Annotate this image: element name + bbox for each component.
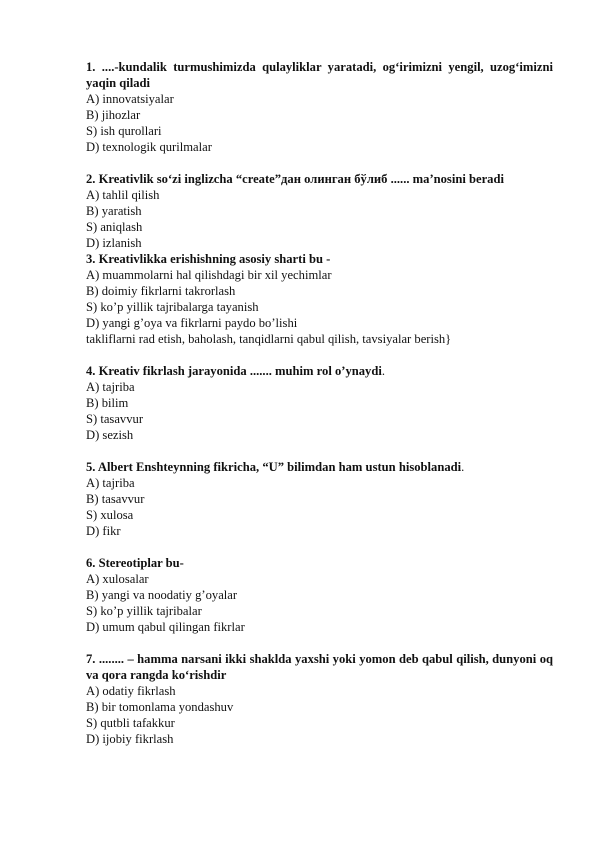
answer-option-a: A) odatiy fikrlash: [86, 684, 176, 698]
answer-option-a: A) tajriba: [86, 476, 135, 490]
answer-option-d: D) yangi g’oya va fikrlarni paydo bo’lishi: [86, 316, 298, 330]
question-4: [86, 363, 553, 443]
question-1: [86, 59, 553, 155]
question-stem: [86, 363, 553, 379]
answer-option-s: S) qutbli tafakkur: [86, 716, 175, 730]
question-stem: 3. Kreativlikka erishishning asosiy sharti bu -: [86, 252, 331, 266]
question-stem: 7. ........ – hamma narsani ikki shaklda yaxshi yoki yomon deb qabul qilish, dunyoni oq va qora rangda ko‘rishdir: [86, 652, 553, 682]
question-6: [86, 555, 553, 635]
answer-option-b: B) yangi va noodatiy g’oyalar: [86, 588, 238, 602]
question-3: [86, 251, 553, 347]
question-stem-tail: .: [461, 460, 465, 474]
answer-option-a: A) innovatsiyalar: [86, 92, 174, 106]
question-5: [86, 459, 553, 539]
answer-option-d: D) fikr: [86, 524, 121, 538]
answer-option-s: S) ish qurollari: [86, 124, 162, 138]
answer-option-s: S) tasavvur: [86, 412, 144, 426]
answer-option-d: D) izlanish: [86, 236, 142, 250]
question-stem: 2. Kreativlik so‘zi inglizcha “create”дан олинган бўлиб ...... ma’nosini beradi: [86, 172, 504, 186]
answer-option-a: A) xulosalar: [86, 572, 149, 586]
question-7: [86, 651, 553, 747]
question-note: takliflarni rad etish, baholash, tanqidlarni qabul qilish, tavsiyalar berish}: [86, 332, 452, 346]
question-stem-text: 5. Albert Enshteynning fikricha, “U” bilimdan ham ustun hisoblanadi: [86, 460, 462, 474]
answer-option-s: S) xulosa: [86, 508, 134, 522]
question-stem-tail: .: [381, 364, 386, 378]
answer-option-a: A) tahlil qilish: [86, 188, 160, 202]
answer-option-d: D) sezish: [86, 428, 134, 442]
answer-option-a: A) muammolarni hal qilishdagi bir xil yechimlar: [86, 268, 332, 282]
answer-option-a: A) tajriba: [86, 380, 135, 394]
question-stem-text: 4. Kreativ fikrlash jarayonida ....... muhim rol o’ynaydi: [86, 364, 382, 378]
question-stem: 6. Stereotiplar bu-: [86, 556, 184, 570]
answer-option-b: B) bilim: [86, 396, 129, 410]
answer-option-s: S) aniqlash: [86, 220, 143, 234]
question-stem: [86, 459, 553, 475]
question-2: [86, 171, 553, 251]
answer-option-s: S) ko’p yillik tajribalarga tayanish: [86, 300, 259, 314]
answer-option-s: S) ko’p yillik tajribalar: [86, 604, 202, 618]
answer-option-d: D) texnologik qurilmalar: [86, 140, 212, 154]
answer-option-b: B) jihozlar: [86, 108, 141, 122]
answer-option-b: B) tasavvur: [86, 492, 145, 506]
answer-option-d: D) ijobiy fikrlash: [86, 732, 174, 746]
answer-option-b: B) yaratish: [86, 204, 142, 218]
answer-option-d: D) umum qabul qilingan fikrlar: [86, 620, 245, 634]
answer-option-b: B) doimiy fikrlarni takrorlash: [86, 284, 236, 298]
question-stem: 1. ....-kundalik turmushimizda qulayliklar yaratadi, og‘irimizni yengil, uzog‘imizni yaqin qiladi: [86, 60, 553, 90]
answer-option-b: B) bir tomonlama yondashuv: [86, 700, 234, 714]
